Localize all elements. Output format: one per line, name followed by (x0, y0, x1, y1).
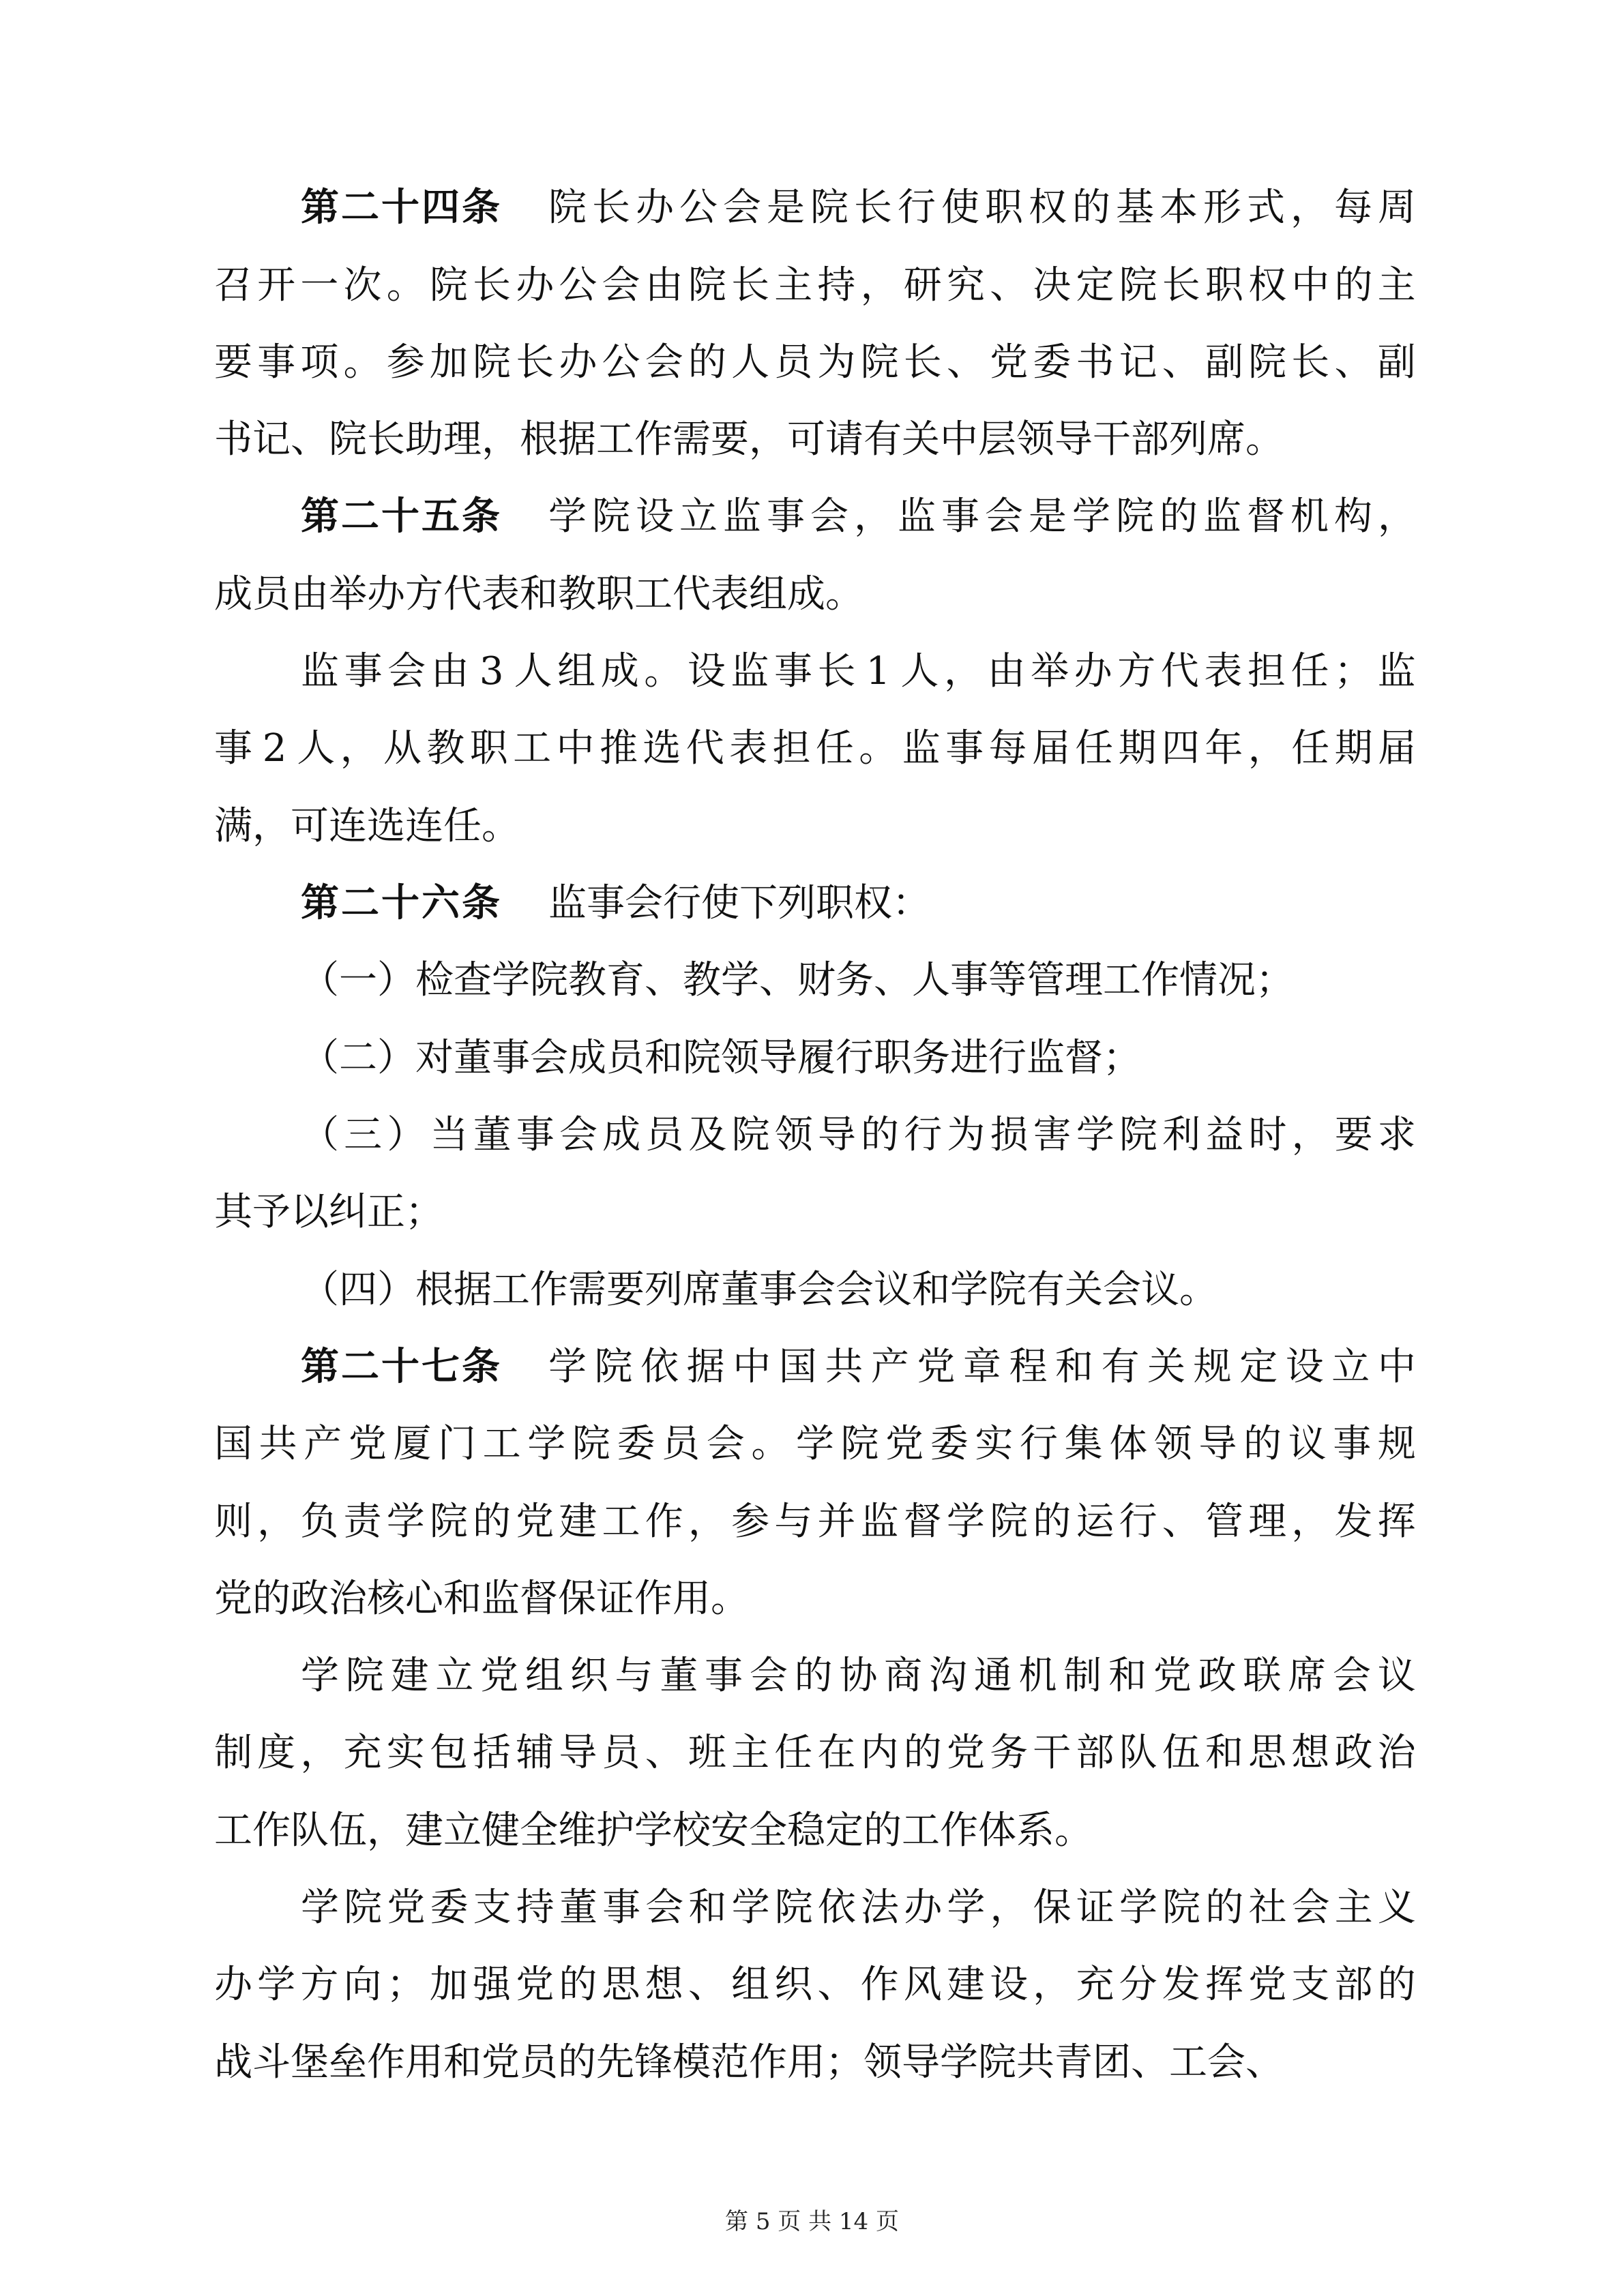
heading-gap (502, 1343, 548, 1391)
line-text: 事 2 人 ， 从 教 职 工 中 推 选 代 表 担 任 。 监 事 每 届 任 期 四 年 ， 任 期 届 (214, 726, 1416, 771)
paragraph-3-line-2 (0, 725, 1624, 773)
line-text: 学 院 党 委 支 持 董 事 会 和 学 院 依 法 办 学 ， 保 证 学 院 的 社 会 主 义 (301, 1885, 1416, 1930)
paragraph-6-line-1 (0, 1034, 1624, 1082)
paragraph-10-line-1 (0, 1652, 1624, 1700)
line-text: 其予以纠正； (214, 1190, 443, 1234)
heading-gap (502, 493, 548, 541)
line-text: 工作队伍，建立健全维护学校安全稳定的工作体系。 (214, 1808, 1093, 1853)
paragraph-9-line-3 (0, 1498, 1624, 1546)
line-text: 监事会行使下列职权： (548, 881, 930, 925)
line-text: 院 长 办 公 会 是 院 长 行 使 职 权 的 基 本 形 式 ， 每 周 (548, 185, 1416, 230)
paragraph-8-line-1 (0, 1266, 1624, 1314)
article-heading: 第二十五条 (301, 494, 502, 539)
line-text: 监 事 会 由 3 人 组 成 。 设 监 事 长 1 人 ， 由 举 办 方 代 表 担 任 ； 监 (301, 649, 1416, 694)
line-text: 党的政治核心和监督保证作用。 (214, 1577, 749, 1621)
paragraph-11-line-2 (0, 1961, 1624, 2009)
line-text: 则 ， 负 责 学 院 的 党 建 工 作 ， 参 与 并 监 督 学 院 的 运 行 、 管 理 ， 发 挥 (214, 1500, 1416, 1544)
paragraph-1-line-2 (0, 262, 1624, 310)
article-heading: 第二十六条 (301, 881, 502, 925)
line-text: （二）对董事会成员和院领导履行职务进行监督； (301, 1036, 1141, 1080)
line-text: 国 共 产 党 厦 门 工 学 院 委 员 会 。 学 院 党 委 实 行 集 体 领 导 的 议 事 规 (214, 1422, 1416, 1466)
paragraph-7-line-2 (0, 1189, 1624, 1236)
page-footer: 第 5 页 共 14 页 (725, 2208, 899, 2235)
line-text: （ 三 ） 当 董 事 会 成 员 及 院 领 导 的 行 为 损 害 学 院 利 益 时 ， 要 求 (301, 1113, 1416, 1157)
line-text: 要 事 项 。 参 加 院 长 办 公 会 的 人 员 为 院 长 、 党 委 书 记 、 副 院 长 、 副 (214, 340, 1416, 385)
paragraph-9-line-1 (0, 1343, 1624, 1391)
paragraph-1-line-1 (0, 184, 1624, 232)
paragraph-3-line-3 (0, 803, 1624, 850)
paragraph-3-line-1 (0, 648, 1624, 696)
paragraph-2-line-1 (0, 493, 1624, 541)
line-text: 学 院 依 据 中 国 共 产 党 章 程 和 有 关 规 定 设 立 中 (548, 1345, 1416, 1389)
line-text: 书记、院长助理，根据工作需要，可请有关中层领导干部列席。 (214, 417, 1284, 462)
paragraph-10-line-2 (0, 1729, 1624, 1777)
line-text: 制 度 ， 充 实 包 括 辅 导 员 、 班 主 任 在 内 的 党 务 干 部 队 伍 和 思 想 政 治 (214, 1731, 1416, 1775)
line-text: 满，可连选连任。 (214, 804, 520, 848)
heading-gap (502, 184, 548, 232)
paragraph-5-line-1 (0, 957, 1624, 1004)
line-text: （四）根据工作需要列席董事会会议和学院有关会议。 (301, 1268, 1217, 1312)
paragraph-11-line-3 (0, 2039, 1624, 2087)
line-text: 召 开 一 次 。 院 长 办 公 会 由 院 长 主 持 ， 研 究 、 决 定 院 长 职 权 中 的 主 (214, 263, 1416, 308)
line-text: 战斗堡垒作用和党员的先锋模范作用；领导学院共青团、工会、 (214, 2040, 1284, 2085)
article-heading: 第二十七条 (301, 1345, 502, 1389)
line-text: 成员由举办方代表和教职工代表组成。 (214, 572, 863, 616)
line-text: 学 院 设 立 监 事 会 ， 监 事 会 是 学 院 的 监 督 机 构 ， (548, 494, 1416, 539)
paragraph-4-line-1 (0, 880, 1624, 927)
paragraph-10-line-3 (0, 1807, 1624, 1855)
paragraph-9-line-4 (0, 1575, 1624, 1623)
paragraph-1-line-4 (0, 416, 1624, 464)
line-text: 学 院 建 立 党 组 织 与 董 事 会 的 协 商 沟 通 机 制 和 党 政 联 席 会 议 (301, 1654, 1416, 1698)
line-text: （一）检查学院教育、教学、财务、人事等管理工作情况； (301, 958, 1294, 1002)
paragraph-1-line-3 (0, 339, 1624, 387)
paragraph-7-line-1 (0, 1112, 1624, 1159)
article-heading: 第二十四条 (301, 185, 502, 230)
line-text: 办 学 方 向 ； 加 强 党 的 思 想 、 组 织 、 作 风 建 设 ， 充 分 发 挥 党 支 部 的 (214, 1963, 1416, 2007)
paragraph-2-line-2 (0, 571, 1624, 618)
paragraph-9-line-2 (0, 1420, 1624, 1468)
paragraph-11-line-1 (0, 1884, 1624, 1932)
